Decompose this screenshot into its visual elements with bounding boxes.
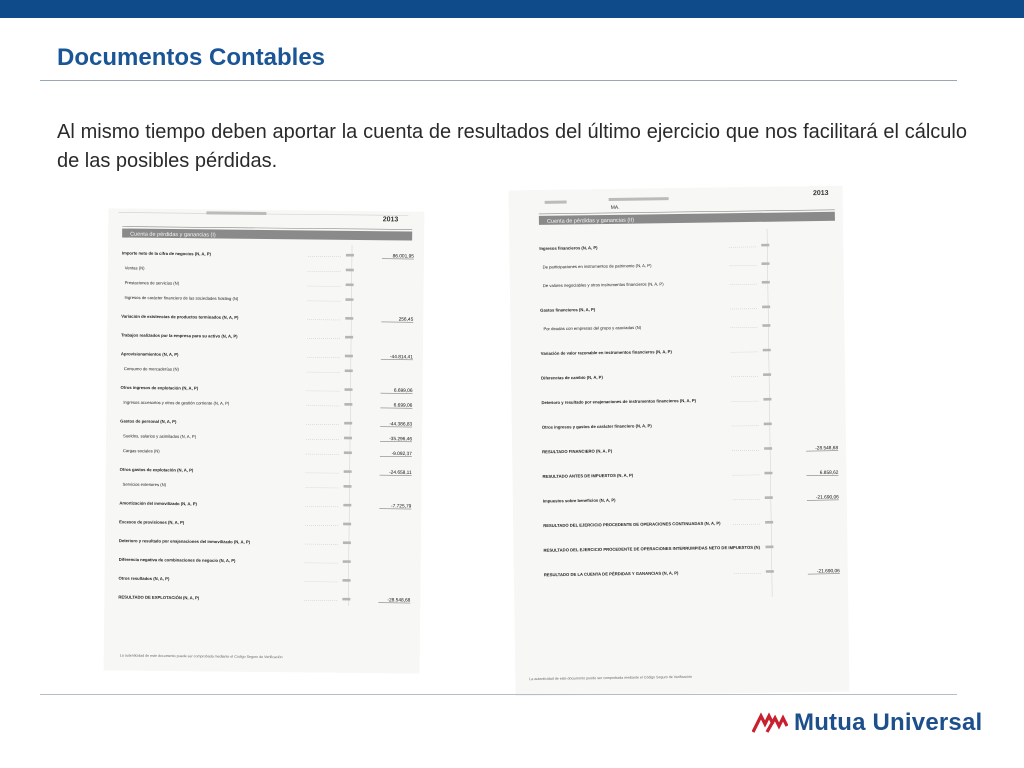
document-line-amount: 86.001,95 [392, 254, 414, 260]
document-right-header-band: Cuenta de pérdidas y ganancias (II) [546, 217, 635, 225]
document-line-label: RESULTADO ANTES DE IMPUESTOS (N, A, P) [542, 472, 634, 479]
document-line-code [764, 472, 772, 475]
document-line-code [342, 598, 350, 601]
document-line-code [344, 422, 352, 425]
document-line-label: Consumo de mercaderías (N) [123, 366, 179, 372]
document-line-label: Amortización del inmovilizado (N, A, P) [119, 500, 197, 507]
document-right-company-mark: MA. [610, 204, 620, 211]
document-line-label: RESULTADO DEL EJERCICIO PROCEDENTE DE OPERACIONES INTERRUMPIDAS NETO DE IMPUESTOS (N) [543, 544, 760, 553]
document-line-amount: -24.658,11 [389, 470, 412, 476]
document-line-label: Otros resultados (N, A, P) [118, 575, 170, 582]
document-line-label: Aprovisionamientos (N, A, P) [120, 351, 179, 357]
document-right-year: 2013 [812, 189, 829, 198]
document-line-code [762, 324, 770, 327]
document-line-code [765, 545, 773, 548]
document-line-code [345, 336, 353, 339]
document-line-label: Variación de valor razonable en instrumentos financieros (N, A, P) [540, 349, 672, 356]
document-line-label: Impuestos sobre beneficios (N, A, P) [542, 497, 616, 504]
document-line-code [343, 541, 351, 544]
logo-text: Mutua Universal [794, 709, 983, 736]
document-line-label: Otros gastos de explotación (N, A, P) [119, 466, 194, 473]
document-line-code [345, 355, 353, 358]
document-line-code [345, 317, 353, 320]
document-line-label: Variación de existencias de productos terminados (N, A, P) [121, 313, 239, 320]
document-left-page [104, 208, 425, 673]
document-right-footnote: La autenticidad de este documento puede ser comprobada mediante el Código Seguro de Verificación [529, 674, 693, 682]
document-line-amount: -7.725,79 [391, 504, 412, 510]
document-line-amount: 6.699,06 [393, 403, 413, 409]
document-line-label: De valores negociables y otros instrumentos financieros (N, A, P) [542, 281, 664, 289]
document-line-label: RESULTADO DE EXPLOTACIÓN (N, A, P) [118, 594, 200, 601]
document-line-code [345, 369, 353, 372]
document-line-code [763, 349, 771, 352]
document-line-code [762, 281, 770, 284]
document-line-amount: -35.296,46 [389, 437, 413, 443]
document-line-label: De participaciones en instrumentos de patrimonio (N, A, P) [542, 262, 652, 270]
document-line-code [763, 373, 771, 376]
document-line-code [761, 244, 769, 247]
top-bar [0, 0, 1024, 18]
document-line-amount: 256,45 [398, 317, 414, 323]
document-line-label: Otros ingresos y gastos de carácter financiero (N, A, P) [541, 423, 652, 430]
document-line-label: Otros ingresos de explotación (N, A, P) [120, 384, 199, 391]
document-line-label: Ingresos financieros (N, A, P) [539, 245, 598, 251]
title-divider [40, 80, 957, 81]
document-line-code [764, 423, 772, 426]
document-line-code [344, 451, 352, 454]
document-line-label: Sueldos, salarios y asimilados (N, A, P) [123, 433, 197, 440]
document-line-label: Prestaciones de servicios (N) [124, 280, 180, 286]
scanned-document-right [508, 186, 849, 697]
document-left-footnote: La autenticidad de este documento puede ser comprobada mediante el Código Seguro de Verificación [119, 653, 283, 660]
document-right-page [508, 186, 849, 697]
document-line-amount: 6.858,62 [819, 470, 839, 477]
scanned-document-left [104, 208, 425, 673]
document-line-label: Cargas sociales (N) [122, 448, 160, 454]
document-line-label: Ingresos accesorios y otros de gestión corriente (N, A, P) [123, 399, 230, 406]
document-line-code [344, 403, 352, 406]
document-line-code [344, 437, 352, 440]
document-line-label: RESULTADO DEL EJERCICIO PROCEDENTE DE OPERACIONES CONTINUADAS (N, A, P) [543, 520, 721, 529]
document-line-code [765, 496, 773, 499]
document-line-code [346, 269, 354, 272]
document-line-label: Gastos de personal (N, A, P) [120, 418, 177, 425]
document-line-label: RESULTADO DE LA CUENTA DE PÉRDIDAS Y GANANCIAS (N, A, P) [543, 570, 679, 578]
document-line-code [343, 560, 351, 563]
document-left-header-band: Cuenta de pérdidas y ganancias (I) [130, 231, 216, 239]
document-line-code [343, 579, 351, 582]
document-line-label: RESULTADO FINANCIERO (N, A, P) [542, 448, 613, 455]
document-line-code [343, 504, 351, 507]
document-line-amount: -44.386,83 [389, 422, 413, 428]
document-line-amount: -28.548,68 [815, 446, 839, 452]
document-line-amount: -21.690,06 [815, 495, 839, 501]
document-line-label: Ventas (N) [124, 265, 145, 271]
document-line-label: Servicios exteriores (N) [122, 481, 167, 488]
document-line-label: Deterioro y resultado por enajenaciones de instrumentos financieros (N, A, P) [541, 397, 697, 406]
footer-divider [40, 694, 957, 695]
document-line-code [764, 447, 772, 450]
document-line-amount: 6.699,06 [393, 388, 413, 394]
document-left-year: 2013 [382, 216, 399, 224]
document-line-code [345, 388, 353, 391]
document-line-amount: -44.814,41 [389, 355, 413, 361]
document-line-amount: -28.548,68 [387, 598, 411, 604]
document-line-label: Deterioro y resultado por enajenaciones del inmovilizado (N, A, P) [118, 538, 251, 545]
document-line-label: Gastos financieros (N, A, P) [540, 306, 596, 313]
mutua-universal-logo [752, 706, 982, 740]
document-line-label: Importe neto de la cifra de negocios (N, A, P) [121, 250, 211, 257]
document-line-label: Excesos de provisiones (N, A, P) [119, 519, 185, 525]
document-line-code [763, 398, 771, 401]
document-line-amount: -9.092,37 [391, 451, 412, 458]
document-line-label: Ingresos de carácter financiero de las sociedades holding (N) [124, 294, 239, 302]
document-line-label: Trabajos realizados por la empresa para su activo (N, A, P) [121, 332, 238, 339]
document-line-code [766, 570, 774, 573]
document-line-code [344, 485, 352, 488]
document-line-code [344, 470, 352, 473]
document-line-code [346, 283, 354, 286]
slide-title: Documentos Contables [57, 44, 326, 71]
document-line-label: Diferencia negativa de combinaciones de negocio (N, A, P) [118, 556, 236, 564]
document-line-code [762, 262, 770, 265]
document-line-code [346, 254, 354, 257]
document-line-label: Por deudas con empresas del grupo y asociadas (N) [543, 324, 642, 332]
document-line-code [762, 306, 770, 309]
document-line-amount: -21.690,06 [816, 569, 840, 575]
document-line-code [345, 298, 353, 301]
logo-mark-icon [752, 712, 788, 734]
document-line-label: Diferencias de cambio (N, A, P) [541, 374, 603, 381]
document-line-code [343, 523, 351, 526]
document-line-code [765, 521, 773, 524]
slide-body-text: Al mismo tiempo deben aportar la cuenta de resultados del último ejercicio que nos facilitará el cálculo de las posibles pérdidas. [57, 121, 967, 172]
